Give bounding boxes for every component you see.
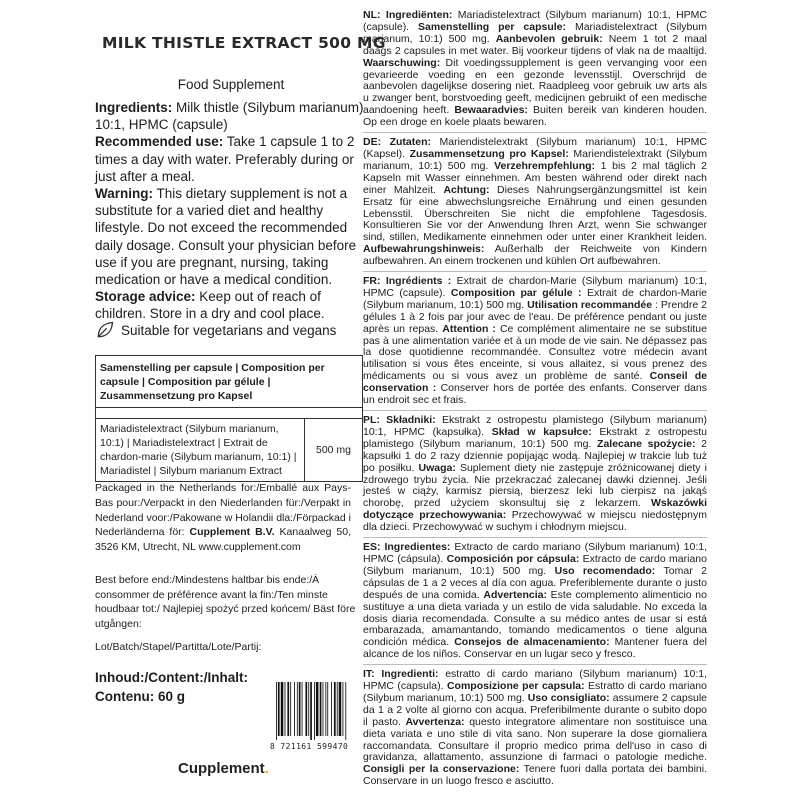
- section-label: Composizione per capsula:: [446, 680, 585, 693]
- barcode-bar: [316, 682, 319, 736]
- section-text: 1 bis 2 mal täglich 2 Kapseln mit Wasser einnehmen. Am besten während oder direkt nach einer Mahlzeit.: [363, 159, 707, 196]
- section-label: Skład w kapsułce:: [491, 425, 592, 438]
- section-lead: DE: Zutaten:: [363, 136, 432, 149]
- storage-label: Storage advice:: [95, 289, 196, 305]
- barcode: [276, 682, 360, 740]
- section-text: Neem 1 tot 2 maal daags 2 capsules in met water. Bij voorkeur tijdens of vlak na de maaltijd.: [363, 32, 707, 57]
- company-address: Kanaalweg 50, 3526 KM, Utrecht, NL www.cupplement.com: [95, 526, 351, 554]
- barcode-bar: [299, 682, 301, 736]
- section-label: Achtung:: [443, 183, 490, 196]
- recommended-use-label: Recommended use:: [95, 134, 224, 150]
- section-text: Extrait de chardon-Marie (Silybum marianum, 10:1) 500 mg.: [363, 286, 707, 311]
- barcode-bar: [334, 682, 336, 736]
- barcode-bar: [297, 682, 298, 736]
- section-label: Wskazówki dotyczące przechowywania:: [363, 497, 707, 522]
- section-label: Advertencia:: [483, 588, 547, 601]
- section-text: Este complemento alimenticio no sustituye a una dieta variada y un estilo de vida saludable. No exceda la dosis diaria recomendada. Consulte a su médico antes de usar si está embarazada, amamantando, tomando medicamentos o tiene alguna condición médica.: [363, 588, 707, 649]
- section-lead: PL: Składniki:: [363, 414, 436, 426]
- ingredients-label: Ingredients:: [95, 100, 173, 115]
- section-label: Bewaaradvies:: [454, 104, 528, 117]
- section-label: Samenstelling per capsule:: [418, 20, 567, 33]
- barcode-bar: [302, 682, 303, 736]
- section-label: Uso recomendado:: [554, 564, 656, 577]
- section-label: Aufbewahrungshinweis:: [363, 243, 485, 256]
- language-section: [363, 669, 707, 791]
- packaging-info: [95, 481, 351, 555]
- barcode-bar: [337, 682, 338, 736]
- barcode-bar: [281, 682, 284, 736]
- section-text: Extracto de cardo mariano (Silybum marianum, 10:1) 500 mg.: [363, 552, 707, 577]
- section-text: Mantener fuera del alcance de los niños. Conservar en un lugar seco y fresco.: [363, 636, 707, 661]
- content-label: Inhoud:/Content:/Inhalt:: [95, 670, 248, 685]
- net-content: [95, 668, 248, 706]
- barcode-bar: [343, 682, 344, 736]
- warning-text: This dietary supplement is not a substitute for a varied diet and healthy lifestyle. Do not exceed the recommended daily dosage. Consult your physician before use if you are pregnant, nursing, taking medication or have a medical condition.: [95, 186, 357, 288]
- section-label: Zusammensetzung pro Kapsel:: [409, 147, 569, 160]
- lot-info: Lot/Batch/Stapel/Partitta/Lote/Partij:: [95, 641, 262, 653]
- section-label: Uso consigliato:: [527, 691, 610, 704]
- section-text: Tomar 2 cápsulas de 1 a 2 veces al día con agua. Preferiblemente durante o justo después de una comida.: [363, 564, 707, 601]
- section-text: Buiten bereik van kinderen houden. Op een droge en koele plaats bewaren.: [363, 104, 707, 129]
- table-cell-amount: 500 mg: [315, 444, 352, 456]
- barcode-number: 8 721161 599470: [270, 742, 349, 751]
- barcode-bar: [287, 682, 289, 736]
- product-title: MILK THISTLE EXTRACT 500 MG: [102, 34, 386, 52]
- ingredients-paragraph: [95, 99, 367, 133]
- section-text: Ekstrakt z ostropestu plamistego (Silybum marianum, 10:1) 500 mg.: [363, 425, 707, 450]
- barcode-bar: [305, 682, 307, 736]
- section-label: Aanbevolen gebruik:: [495, 32, 603, 45]
- recommended-use-text: Take 1 capsule 1 to 2 times a day with water. Preferably during or just after a meal.: [95, 134, 355, 184]
- section-label: Utilisation recommandée: [527, 298, 653, 311]
- section-label: Consejos de almacenamiento:: [454, 636, 610, 649]
- section-lead: FR: Ingrédients :: [363, 275, 452, 288]
- content-value: Contenu: 60 g: [95, 689, 185, 704]
- section-text: Estratto di cardo mariano (Silybum marianum, 10:1) 500 mg.: [363, 680, 707, 704]
- section-text: Ce complément alimentaire ne se substitue pas à une alimentation variée et à un mode de vie sain. Ne dépassez pas la dose quotidienne recommandée. Consultez votre médecin avant utilisation si vous êtes enceinte, si vous allaitez, si vous prenez des médicaments ou si vous avez un problème de santé.: [363, 322, 707, 383]
- table-spacer-row: [96, 408, 362, 419]
- product-subtitle: Food Supplement: [177, 77, 285, 92]
- table-cell-ingredient: Mariadistelextract (Silybum marianum, 10:1) | Mariadistelextract | Extrait de chardon-marie (Silybum marianum, 10:1) | Mariadistel | Silybum marianum Extract: [96, 419, 305, 481]
- leaf-icon: [95, 320, 115, 340]
- barcode-bar: [308, 682, 309, 736]
- section-text: Ekstrakt z ostropestu plamistego (Silybum marianum) 10:1, HPMC (kapsułka).: [363, 414, 707, 438]
- section-lead: NL: Ingrediënten:: [363, 9, 453, 21]
- section-text: Extrait de chardon-Marie (Silybum marianum) 10:1, HPMC (capsule).: [363, 275, 707, 299]
- barcode-bar: [294, 682, 295, 736]
- brand-name: Cupplement: [178, 760, 265, 777]
- table-row: [96, 419, 362, 481]
- section-lead: IT: Ingredienti:: [363, 668, 439, 681]
- section-label: Uwaga:: [418, 461, 456, 474]
- best-before-info: Best before end:/Mindestens haltbar bis ende:/À consommer de préférence avant la fin:/Ten minste houdbaar tot:/ Najlepiej spożyć przed końcem/ Bäst före utgången:: [95, 574, 356, 630]
- composition-table: [95, 355, 363, 482]
- section-text: Tenere fuori dalla portata dei bambini. Conservare in un luogo fresco e asciutto.: [363, 763, 707, 788]
- section-text: assumere 2 capsule da 1 a 2 volte al giorno con acqua. Preferibilmente durante o subito dopo il pasto.: [363, 691, 707, 728]
- section-label: Composition par gélule :: [450, 286, 582, 299]
- barcode-bar: [314, 682, 315, 740]
- packaging-text: Packaged in the Netherlands for:/Emballé aux Pays-Bas pour:/Verpackt in den Niederlanden für:/Verpakt in Nederland voor:/Pakowane w Holandii dla:/Förpackad i Nederländerna för:: [95, 482, 351, 539]
- section-text: estratto di cardo mariano (Silybum marianum) 10:1, HPMC (capsula).: [363, 668, 708, 693]
- warning-paragraph: [95, 185, 367, 288]
- section-text: Mariadistelextract (Silybum marianum) 10:1, HPMC (capsule).: [363, 9, 707, 33]
- section-text: Conserver hors de portée des enfants. Conserver dans un endroit sec et frais.: [363, 382, 707, 407]
- vegan-badge: [95, 320, 370, 340]
- barcode-bar: [278, 682, 280, 736]
- brand-dot: .: [264, 760, 269, 777]
- section-text: questo integratore alimentare non sostituisce una dieta variata e uno stile di vita sano. Non superare la dose giornaliera raccomandata. Consultare il proprio medico prima dell'uso in caso di gravidanza, allattamento, assunzione di farmaci o patologie mediche.: [363, 715, 707, 764]
- barcode-bar: [285, 682, 286, 736]
- language-section: [363, 542, 707, 665]
- ingredients-text: Milk thistle (Silybum marianum) 10:1, HPMC (capsule): [95, 100, 364, 133]
- section-lead: ES: Ingredientes:: [363, 541, 451, 554]
- section-text: Dit voedingssupplement is geen vervanging voor een gevarieerde voeding en een gezonde levensstijl. Overschrijd de aanbevolen dagelijkse dosering niet. Raadpleeg voor gebruik uw arts als u zwanger bent, borstvoeding geeft, medicijnen gebruikt of een medische aandoening heeft.: [363, 56, 707, 117]
- section-text: Mariendistelextrakt (Silybum marianum) 10:1, HPMC (Kapsel).: [363, 136, 707, 160]
- section-text: Suplement diety nie zastępuje zróżnicowanej diety i zdrowego trybu życia. Nie przekraczać zalecanej dawki dziennej. Jeśli jesteś w ciąży, karmisz piersią, bierzesz leki lub cierpisz na jakąś chorobę, przed użyciem skonsultuj się z lekarzem.: [363, 461, 707, 510]
- vegan-text: Suitable for vegetarians and vegans: [121, 322, 337, 338]
- brand-logo: [178, 760, 269, 777]
- section-label: Avvertenza:: [405, 715, 465, 728]
- section-text: 2 kapsułki 1 do 2 razy dziennie popijając wodą. Najlepiej w trakcie lub tuż po posiłku.: [363, 437, 707, 474]
- section-label: Verzehrempfehlung:: [494, 159, 596, 172]
- language-section: [363, 276, 707, 411]
- language-section: [363, 415, 707, 538]
- section-label: Conseil de conservation :: [363, 370, 707, 395]
- barcode-bar: [331, 682, 332, 736]
- section-text: Mariadistelextract (Silybum marianum, 10:1) 500 mg.: [363, 20, 707, 45]
- recommended-use-paragraph: [95, 133, 367, 185]
- storage-text: Keep out of reach of children. Store in a dry and cool place.: [95, 289, 325, 322]
- english-description: [95, 99, 367, 323]
- section-text: : Prendre 2 gélules 1 à 2 fois par jour avec de l'eau. De préférence pendant ou juste après un repas.: [363, 298, 707, 335]
- warning-label: Warning:: [95, 186, 153, 202]
- barcode-bar: [327, 682, 328, 736]
- company-name: Cupplement B.V.: [189, 526, 275, 539]
- barcode-bar: [325, 682, 326, 736]
- section-label: Zalecane spożycie:: [597, 437, 696, 450]
- language-section: [363, 137, 707, 272]
- section-text: Mariendistelextrakt (Silybum marianum, 10:1) 500 mg.: [363, 147, 707, 172]
- barcode-bar: [276, 682, 277, 740]
- barcode-bar: [290, 682, 291, 736]
- composition-table-header: Samenstelling per capsule | Composition per capsule | Composition par gélule | Zusammensetzung pro Kapsel: [96, 356, 362, 408]
- barcode-bar: [323, 682, 324, 736]
- barcode-bar: [339, 682, 342, 736]
- language-section: [363, 10, 707, 133]
- storage-paragraph: [95, 288, 367, 322]
- multilingual-info: [363, 10, 707, 795]
- section-text: Przechowywać w miejscu niedostępnym dla dzieci. Przechowywać w suchym i chłodnym miejscu.: [363, 509, 707, 534]
- section-text: Extracto de cardo mariano (Silybum marianum) 10:1, HPMC (cápsula).: [363, 541, 707, 565]
- section-label: Attention :: [442, 322, 496, 335]
- barcode-bar: [310, 682, 312, 740]
- barcode-bar: [320, 682, 322, 736]
- barcode-bar: [345, 682, 346, 740]
- section-text: Außerhalb der Reichweite von Kindern aufbewahren. An einem trockenen und kühlen Ort aufbewahren.: [363, 243, 707, 268]
- section-label: Composición por cápsula:: [446, 552, 580, 565]
- section-label: Consigli per la conservazione:: [363, 763, 520, 776]
- section-text: Dieses Nahrungsergänzungsmittel ist kein Ersatz für eine abwechslungsreiche Ernährung und einen gesunden Lebensstil. Überschreiten Sie nicht die empfohlene Tagesdosis. Konsultieren Sie vor der Anwendung Ihren Arzt, wenn Sie schwanger sind, stillen, Medikamente einnehmen oder unter einer Krankheit leiden.: [363, 183, 707, 244]
- section-label: Waarschuwing:: [363, 56, 441, 69]
